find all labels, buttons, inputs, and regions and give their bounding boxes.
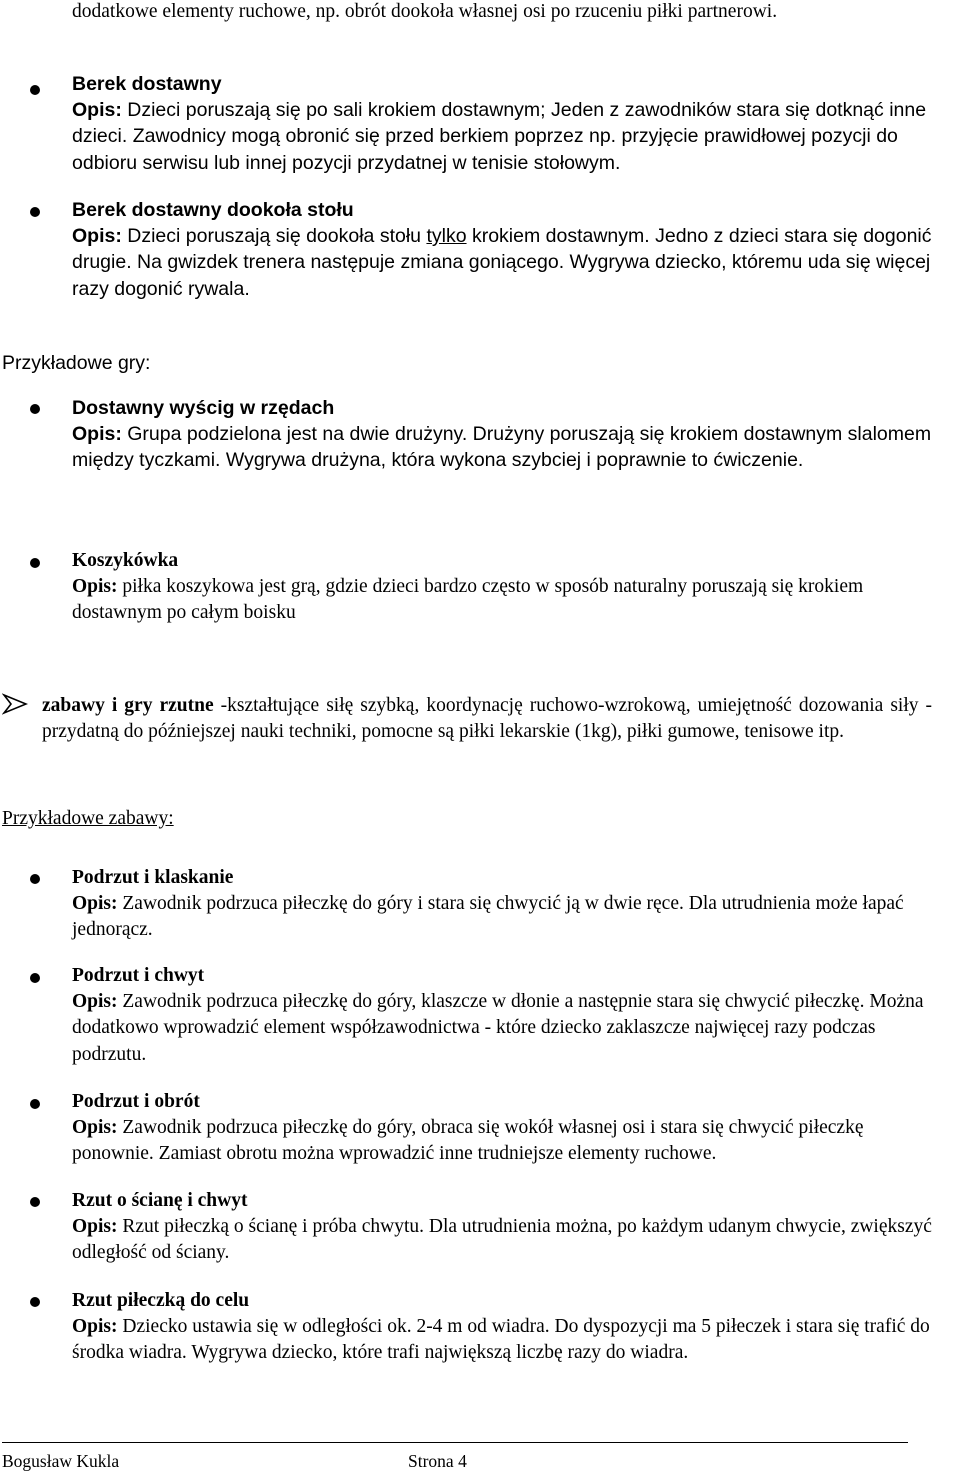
opis-label: Opis:	[72, 893, 118, 915]
item-title: Rzut piłeczką do celu	[72, 1290, 250, 1311]
list-item-berek-dostawny	[72, 71, 942, 176]
opis-text: krokiem dostawnym. Jedno z dzieci stara się dogonić drugie. Na gwizdek trenera następuje zmiana goniącego. Wygrywa dziecko, któremu uda się więcej razy dogonić rywala.	[72, 225, 932, 300]
bullet-icon	[30, 874, 40, 884]
list-item-podrzut-chwyt	[72, 963, 942, 1068]
throwing-games-text: -kształtujące siłę szybką, koordynację ruchowo-wzrokową, umiejętność dozowania siły - przydatną do późniejszej nauki techniki, pomocne są piłki lekarskie (1kg), piłki gumowe, tenisowe itp.	[42, 695, 933, 743]
bullet-icon	[30, 1099, 40, 1109]
list-item-rzut-do-celu	[72, 1288, 942, 1367]
item-description	[72, 989, 942, 1068]
bullet-icon	[30, 558, 40, 568]
list-item-podrzut-obrot	[72, 1089, 942, 1168]
opis-label: Opis:	[72, 1216, 118, 1238]
opis-text: Zawodnik podrzuca piłeczkę do góry, obraca się wokół własnej osi i stara się chwycić piłeczkę ponownie. Zamiast obrotu można wprowadzić inne trudniejsze elementy ruchowe.	[72, 1117, 864, 1165]
bullet-icon	[30, 973, 40, 983]
footer-page-number: Strona 4	[408, 1451, 467, 1471]
opis-label: Opis:	[72, 423, 122, 446]
footer-rule	[2, 1442, 908, 1443]
item-title: Rzut o ścianę i chwyt	[72, 1190, 248, 1211]
opis-text: piłka koszykowa jest grą, gdzie dzieci bardzo często w sposób naturalny poruszają się krokiem dostawnym po całym boisku	[72, 576, 864, 624]
opis-text: Rzut piłeczką o ścianę i próba chwytu. Dla utrudnienia można, po każdym udanym chwycie, zwiększyć odległość od ściany.	[72, 1216, 932, 1264]
opis-label: Opis:	[72, 225, 122, 248]
opis-text: Grupa podzielona jest na dwie drużyny. Drużyny poruszają się krokiem dostawnym slalomem między tyczkami. Wygrywa drużyna, która wykona szybciej i poprawnie to ćwiczenie.	[72, 423, 932, 472]
section-heading-games: Przykładowe gry:	[2, 352, 151, 374]
list-item-rzut-o-sciane	[72, 1188, 942, 1267]
item-description	[72, 1214, 942, 1266]
item-description	[72, 97, 942, 176]
item-title: Dostawny wyścig w rzędach	[72, 397, 335, 419]
opis-label: Opis:	[72, 576, 118, 598]
list-item-berek-dookola-stolu	[72, 197, 942, 302]
opis-text: Dzieci poruszają się dookoła stołu	[127, 225, 422, 248]
item-title: Berek dostawny dookoła stołu	[72, 199, 354, 221]
list-item-podrzut-klaskanie	[72, 865, 942, 944]
bullet-icon	[30, 404, 40, 414]
opis-label: Opis:	[72, 1316, 118, 1338]
section-heading-plays: Przykładowe zabawy:	[2, 808, 174, 829]
item-title: Podrzut i obrót	[72, 1091, 200, 1112]
opis-label: Opis:	[72, 1117, 118, 1139]
item-description	[72, 574, 942, 626]
bullet-icon	[30, 207, 40, 217]
arrow-bullet-icon	[2, 693, 28, 715]
opis-label: Opis:	[72, 99, 122, 122]
continued-text: dodatkowe elementy ruchowe, np. obrót dookoła własnej osi po rzuceniu piłki partnerowi.	[72, 1, 778, 22]
item-description	[72, 891, 942, 943]
item-description	[72, 1115, 942, 1167]
bullet-icon	[30, 1297, 40, 1307]
bullet-icon	[30, 1197, 40, 1207]
item-description	[72, 1314, 942, 1366]
throwing-games-paragraph	[42, 693, 932, 745]
item-title: Berek dostawny	[72, 73, 222, 95]
opis-text: Zawodnik podrzuca piłeczkę do góry i stara się chwycić ją w dwie ręce. Dla utrudnienia może łapać jednorącz.	[72, 893, 904, 941]
item-title: Podrzut i klaskanie	[72, 867, 234, 888]
opis-underlined: tylko	[426, 225, 467, 248]
item-description	[72, 223, 942, 302]
throwing-games-label: zabawy i gry rzutne	[42, 695, 214, 716]
opis-text: Zawodnik podrzuca piłeczkę do góry, klaszcze w dłonie a następnie stara się chwycić piłeczkę. Można dodatkowo wprowadzić element współzawodnictwa - które dziecko zaklaszcze najwięcej razy podczas podrzutu.	[72, 991, 924, 1065]
item-title: Podrzut i chwyt	[72, 965, 205, 986]
opis-label: Opis:	[72, 991, 118, 1013]
opis-text: Dziecko ustawia się w odległości ok. 2-4 m od wiadra. Do dyspozycji ma 5 piłeczek i stara się trafić do środka wiadra. Wygrywa dziecko, które trafi największą liczbę razy do wiadra.	[72, 1316, 930, 1364]
opis-text: Dzieci poruszają się po sali krokiem dostawnym; Jeden z zawodników stara się dotknąć inne dzieci. Zawodnicy mogą obronić się przed berkiem poprzez np. przyjęcie prawidłowej pozycji do odbioru serwisu lub innej pozycji przydatnej w tenisie stołowym.	[72, 99, 927, 174]
item-description	[72, 421, 942, 473]
list-item-koszykowka	[72, 548, 942, 627]
item-title: Koszykówka	[72, 550, 179, 571]
bullet-icon	[30, 85, 40, 95]
footer-author: Bogusław Kukla	[2, 1451, 120, 1471]
list-item-dostawny-wyscig	[72, 395, 942, 474]
